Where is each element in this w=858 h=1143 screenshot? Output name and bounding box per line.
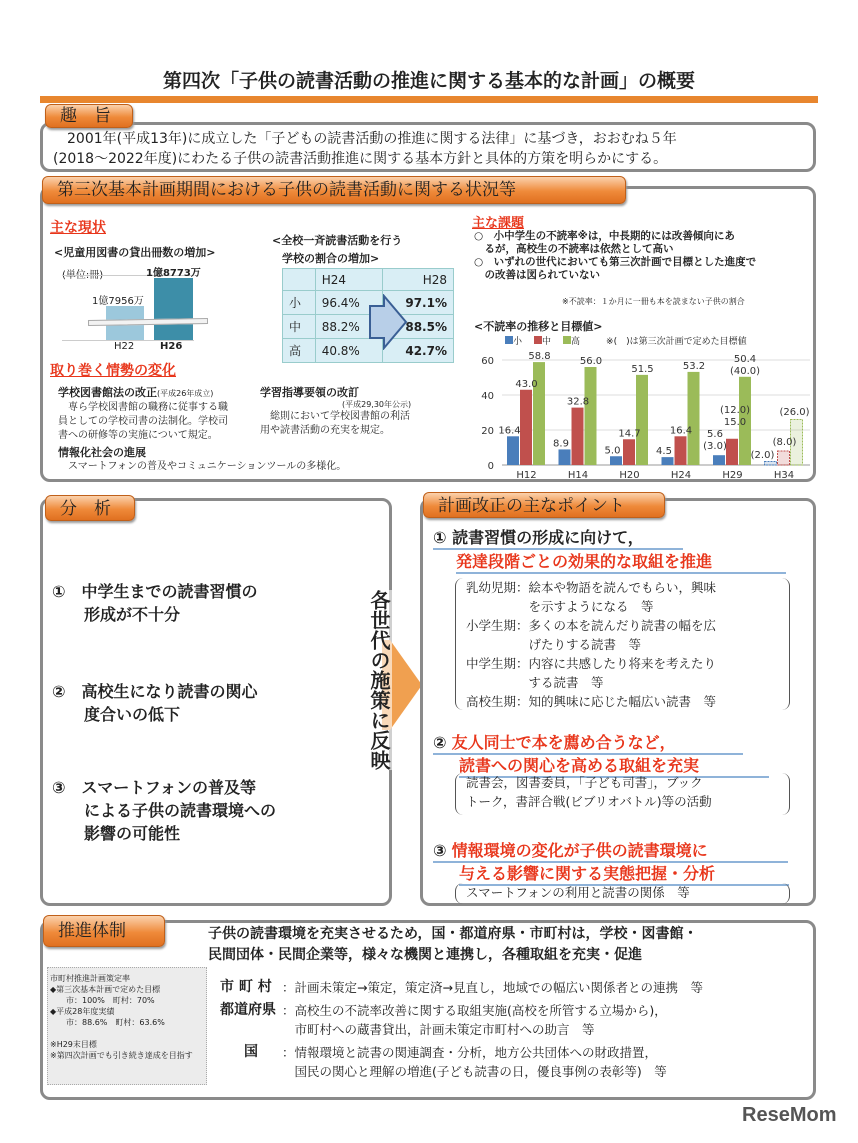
target-label: (40.0) bbox=[729, 366, 761, 377]
changes-heading: 取り巻く情勢の変化 bbox=[50, 363, 176, 379]
target-label: (26.0) bbox=[779, 407, 810, 418]
data-label: 16.4 bbox=[498, 425, 521, 437]
law-text: 専ら学校図書館の職務に従事する職 bbox=[58, 402, 228, 413]
loan-year-h22: H22 bbox=[114, 341, 135, 352]
status-tab: 第三次基本計画期間における子供の読書活動に関する状況等 bbox=[42, 176, 626, 204]
purpose-text bbox=[53, 129, 677, 169]
x-tick-label: H24 bbox=[670, 470, 692, 481]
stage-label: 乳幼児期： bbox=[466, 580, 529, 595]
guide-title: 学習指導要領の改訂 bbox=[260, 386, 359, 399]
bar bbox=[559, 449, 571, 465]
table-header: H28 bbox=[382, 269, 453, 291]
role-prefecture bbox=[220, 1001, 703, 1039]
nonreading-chart bbox=[470, 345, 815, 481]
info-title: 情報化社会の進展 bbox=[58, 446, 146, 459]
data-label: 53.2 bbox=[682, 360, 706, 372]
law-note: (平成26年成立) bbox=[157, 389, 214, 398]
legend-note: ※( )は第三次計画で定めた目標値 bbox=[606, 337, 747, 347]
guideline-revision bbox=[260, 386, 460, 438]
cell: 42.7% bbox=[382, 339, 453, 363]
point-1-line2: 発達段階ごとの効果的な取組を推進 bbox=[456, 549, 786, 574]
bar bbox=[726, 439, 738, 465]
issues-heading: 主な課題 bbox=[472, 216, 525, 231]
bar bbox=[585, 367, 597, 465]
data-label: 56.0 bbox=[579, 356, 603, 367]
bar bbox=[713, 455, 725, 465]
guide-note: (平成29,30年公示) bbox=[342, 400, 412, 409]
cell: 小 bbox=[283, 291, 316, 315]
role-who: 国 bbox=[244, 1044, 258, 1060]
stage-label: 高校生期： bbox=[466, 694, 529, 709]
analysis-item-1 bbox=[52, 580, 258, 626]
point-3-line2: 与える影響に関する実態把握・分析 bbox=[459, 861, 789, 886]
stage-text: を示すようになる 等 bbox=[528, 599, 654, 614]
stage-item bbox=[466, 692, 789, 711]
role-who: 都道府県 bbox=[220, 1002, 276, 1018]
resemom-logo: ReseMom bbox=[742, 1104, 837, 1126]
role-text: ：情報環境と読書の関連調査・分析，地方公共団体への財政措置， bbox=[282, 1045, 658, 1060]
current-heading: 主な現状 bbox=[50, 220, 106, 236]
purpose-line: 2001年(平成13年)に成立した「子どもの読書活動の推進に関する法律」に基づき，おおむね５年 bbox=[53, 131, 677, 147]
y-tick-label: 60 bbox=[481, 356, 494, 367]
target-label: (2.0) bbox=[750, 450, 775, 461]
stage-item bbox=[466, 578, 789, 616]
legend-label: 中 bbox=[542, 337, 552, 347]
cell: 40.8% bbox=[315, 339, 382, 363]
bar bbox=[610, 456, 622, 465]
cell: 97.1% bbox=[382, 291, 453, 315]
role-text: 国民の関心と理解の増進(子ども読書の日，優良事例の表彰等) 等 bbox=[282, 1064, 667, 1079]
cell: 高 bbox=[283, 339, 316, 363]
y-tick-label: 40 bbox=[481, 391, 494, 402]
point-1-line1: ① 読書習慣の形成に向けて， bbox=[433, 525, 683, 550]
point-2-line2: 読書への関心を高める取組を充実 bbox=[459, 753, 769, 778]
detail-line: 読書会，図書委員，「子ども司書」，ブック bbox=[466, 775, 703, 790]
info-text: スマートフォンの普及やコミュニケーションツールの多様化。 bbox=[58, 461, 347, 472]
target-bar bbox=[778, 451, 790, 465]
stage-text: 知的興味に応じた幅広い読書 等 bbox=[528, 694, 717, 709]
point-3-num: ③ bbox=[433, 841, 447, 860]
data-label: 43.0 bbox=[515, 378, 538, 390]
cell: 中 bbox=[283, 315, 316, 339]
point-3-line1 bbox=[433, 838, 788, 863]
points-tab: 計画改正の主なポイント bbox=[423, 492, 665, 518]
law-revision bbox=[58, 386, 258, 443]
stage-item bbox=[466, 616, 789, 654]
guide-text: 用や読書活動の充実を規定。 bbox=[260, 425, 390, 436]
point-3-detail: スマートフォンの利用と読書の関係 等 bbox=[455, 883, 790, 904]
table-header: H24 bbox=[315, 269, 382, 291]
table-header bbox=[283, 269, 316, 291]
bar bbox=[533, 362, 545, 465]
y-tick-label: 20 bbox=[481, 426, 494, 437]
issues-list bbox=[474, 230, 814, 282]
purpose-line: (2018〜2022年度)にわたる子供の読書活動推進に関する基本方針と具体的方策を明らかにする。 bbox=[53, 151, 668, 167]
cell: 88.2% bbox=[315, 315, 382, 339]
law-text: 員としての学校司書の法制化。学校司 bbox=[58, 416, 228, 427]
loan-title: <児童用図書の貸出冊数の増加> bbox=[54, 246, 216, 259]
target-label: (12.0) bbox=[719, 405, 751, 416]
x-tick-label: H14 bbox=[567, 470, 589, 481]
issue-line: ○ いずれの世代においても第三次計画で目標とした進度で bbox=[474, 256, 757, 268]
arrow-text: 各世代の施策に反映 bbox=[356, 590, 392, 770]
issue-line: ○ 小中学生の不読率※は，中長期的には改善傾向にあ bbox=[474, 230, 735, 242]
analysis-line: ① 中学生までの読書習慣の bbox=[52, 582, 258, 601]
data-label: 15.0 bbox=[723, 417, 747, 428]
bar bbox=[675, 436, 687, 465]
analysis-item-2 bbox=[52, 680, 258, 726]
data-label: 16.4 bbox=[669, 425, 693, 437]
x-tick-label: H20 bbox=[619, 470, 640, 481]
point-2-num: ② bbox=[433, 733, 447, 752]
lead-line: 民間団体・民間企業等，様々な機関と連携し，各種取組を充実・促進 bbox=[208, 947, 642, 963]
role-nation bbox=[220, 1043, 703, 1081]
x-tick-label: H12 bbox=[516, 470, 537, 481]
note-line: 市：100% 町村：70% bbox=[50, 996, 155, 1005]
analysis-tab: 分 析 bbox=[45, 495, 135, 521]
role-text: ：高校生の不読率改善に関する取組実施(高校を所管する立場から)， bbox=[282, 1003, 667, 1018]
purpose-tab: 趣 旨 bbox=[45, 104, 133, 128]
point-3-title: 情報環境の変化が子供の読書環境に bbox=[451, 841, 708, 860]
note-line: ◆第三次基本計画で定めた目標 bbox=[50, 985, 161, 994]
issue-line: るが，高校生の不読率は依然として高い bbox=[474, 243, 674, 255]
analysis-item-3 bbox=[52, 776, 276, 845]
analysis-line: 影響の可能性 bbox=[52, 824, 181, 843]
detail-line: トーク，書評合戦(ビブリオバトル)等の活動 bbox=[466, 794, 712, 809]
note-line: 市町村推進計画策定率 bbox=[50, 974, 130, 983]
bar bbox=[688, 372, 700, 465]
target-label: (8.0) bbox=[772, 437, 797, 448]
data-label: 51.5 bbox=[631, 363, 654, 375]
x-tick-label: H34 bbox=[773, 470, 795, 481]
role-text: ：計画未策定→策定，策定済→見直し，地域での幅広い関係者との連携 等 bbox=[282, 980, 703, 995]
analysis-line: ② 高校生になり読書の関心 bbox=[52, 682, 258, 701]
role-who: 市 町 村 bbox=[220, 979, 272, 995]
analysis-line: 度合いの低下 bbox=[52, 705, 181, 724]
title-rule bbox=[40, 96, 818, 103]
roles bbox=[220, 978, 703, 1081]
point-2-line1 bbox=[433, 730, 743, 755]
loan-bar-h26 bbox=[154, 278, 193, 340]
plan-rate-note bbox=[47, 967, 207, 1085]
loan-unit bbox=[62, 266, 103, 281]
stage-text: する読書 等 bbox=[528, 675, 604, 690]
target-bar bbox=[765, 462, 777, 466]
bar bbox=[623, 439, 635, 465]
target-label: (3.0) bbox=[703, 441, 727, 452]
analysis-line: 形成が不十分 bbox=[52, 605, 181, 624]
data-label: 32.8 bbox=[566, 396, 590, 408]
bar bbox=[636, 375, 648, 465]
page-title: 第四次「子供の読書活動の推進に関する基本的な計画」の概要 bbox=[162, 70, 695, 92]
data-label: 5.0 bbox=[604, 445, 621, 457]
data-label: 58.8 bbox=[528, 351, 551, 363]
guide-text: 総則において学校図書館の利活 bbox=[260, 411, 410, 422]
analysis-line: ③ スマートフォンの普及等 bbox=[52, 778, 256, 797]
data-label: 8.9 bbox=[553, 438, 569, 450]
info-society bbox=[58, 446, 346, 474]
issue-line: の改善は図られていない bbox=[474, 269, 600, 281]
data-label: 14.7 bbox=[618, 428, 641, 440]
bar bbox=[507, 436, 519, 465]
school-title-2: 学校の割合の増加> bbox=[282, 252, 380, 265]
bar bbox=[572, 408, 584, 465]
legend-label: 高 bbox=[571, 337, 581, 347]
law-text: 書への研修等の実施について規定。 bbox=[58, 430, 218, 441]
data-label: 5.6 bbox=[707, 429, 723, 440]
bar bbox=[520, 390, 532, 465]
cell: 88.5% bbox=[382, 315, 453, 339]
role-text: 市町村への蔵書貸出，計画未策定市町村への助言 等 bbox=[282, 1022, 595, 1037]
bar bbox=[662, 457, 674, 465]
role-municipality bbox=[220, 978, 703, 997]
stage-label: 小学生期： bbox=[466, 618, 529, 633]
stage-item bbox=[466, 654, 789, 692]
x-tick-label: H29 bbox=[722, 470, 743, 481]
school-title-1: <全校一斉読書活動を行う bbox=[272, 234, 403, 247]
chart-title: <不読率の推移と目標値> bbox=[474, 320, 603, 333]
data-label: 4.5 bbox=[656, 446, 672, 458]
law-title: 学校図書館法の改正 bbox=[58, 386, 157, 399]
increase-arrow-icon bbox=[368, 294, 408, 350]
stage-list bbox=[455, 578, 790, 710]
stage-label: 中学生期： bbox=[466, 656, 529, 671]
purpose-box bbox=[40, 122, 816, 172]
lead-line: 子供の読書環境を充実させるため，国・都道府県・市町村は，学校・図書館・ bbox=[208, 926, 698, 942]
data-label: 50.4 bbox=[733, 354, 757, 365]
y-tick-label: 0 bbox=[487, 461, 494, 472]
system-lead bbox=[208, 924, 697, 966]
issues-note: ※不読率：１か月に一冊も本を読まない子供の割合 bbox=[562, 297, 745, 306]
note-line: 市：88.6% 町村：63.6% bbox=[50, 1018, 165, 1027]
loan-year-h26: H26 bbox=[160, 341, 183, 352]
loan-label-h22: 1億7956万 bbox=[92, 296, 144, 307]
analysis-line: による子供の読書環境への bbox=[52, 801, 277, 820]
note-line: ※H29末目標 bbox=[50, 1040, 97, 1049]
note-line: ◆平成28年度実績 bbox=[50, 1007, 115, 1016]
stage-text: げたりする読書 等 bbox=[528, 637, 642, 652]
stage-text: 多くの本を読んだり読書の幅を広 bbox=[528, 618, 717, 633]
stage-text: 絵本や物語を読んでもらい，興味 bbox=[528, 580, 717, 595]
point-2-title: 友人同士で本を薦め合うなど， bbox=[451, 733, 676, 752]
point-2-detail bbox=[455, 773, 790, 815]
legend-label: 小 bbox=[513, 337, 523, 347]
note-line: ※第四次計画でも引き続き達成を目指す bbox=[50, 1051, 193, 1060]
loan-label-h26: 1億8773万 bbox=[146, 268, 201, 279]
system-tab: 推進体制 bbox=[43, 915, 165, 947]
stage-text: 内容に共感したり将来を考えたり bbox=[528, 656, 717, 671]
cell: 96.4% bbox=[315, 291, 382, 315]
